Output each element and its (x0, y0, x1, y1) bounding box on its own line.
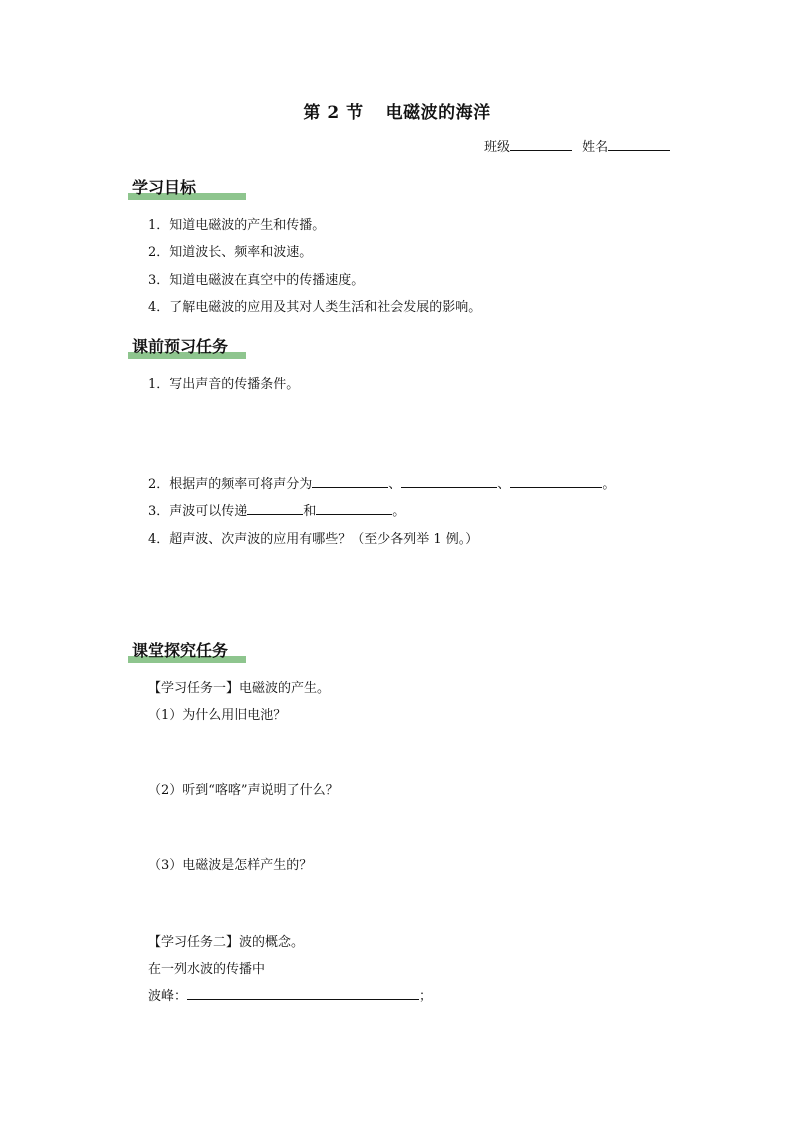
class-name-line (484, 136, 670, 155)
crest-label: 波峰： (148, 989, 188, 1004)
preview-question-4: 4．超声波、次声波的应用有哪些？（至少各列举 1 例。） (148, 532, 479, 547)
goal-item-1: 1．知道电磁波的产生和传播。 (148, 218, 326, 233)
q2-blank-3[interactable] (510, 474, 602, 488)
section-heading-goals (128, 180, 246, 200)
goal-item-2: 2．知道波长、频率和波速。 (148, 245, 313, 260)
goal-item-3: 3．知道电磁波在真空中的传播速度。 (148, 273, 365, 288)
preview-question-3 (148, 500, 405, 519)
preview-question-2 (148, 473, 615, 492)
q3-text: 3．声波可以传递 (148, 504, 248, 519)
section-heading-explore (128, 643, 246, 663)
task2-intro: 在一列水波的传播中 (148, 962, 266, 977)
heading-goals-label: 学习目标 (132, 178, 197, 197)
q2-sep-2: 、 (497, 477, 511, 492)
q3-mid: 和 (303, 504, 317, 519)
q2-end: 。 (602, 477, 616, 492)
name-blank[interactable] (608, 137, 670, 151)
q2-sep-1: 、 (388, 477, 402, 492)
q3-end: 。 (392, 504, 406, 519)
q2-blank-1[interactable] (312, 474, 388, 488)
heading-explore-label: 课堂探究任务 (132, 641, 229, 660)
crest-line (148, 985, 432, 1004)
task1-question-2: （2）听到“喀喀”声说明了什么？ (148, 783, 339, 798)
class-label: 班级 (484, 140, 511, 155)
crest-blank[interactable] (187, 986, 419, 1000)
task1-heading: 【学习任务一】电磁波的产生。 (148, 681, 331, 696)
goal-item-4: 4．了解电磁波的应用及其对人类生活和社会发展的影响。 (148, 300, 482, 315)
section-title: 电磁波的海洋 (385, 103, 491, 123)
heading-preview-label: 课前预习任务 (132, 337, 229, 356)
task1-question-1: （1）为什么用旧电池？ (148, 708, 287, 723)
q3-blank-1[interactable] (247, 501, 303, 515)
page-title (0, 98, 794, 123)
name-label: 姓名 (582, 140, 609, 155)
preview-question-1: 1．写出声音的传播条件。 (148, 377, 300, 392)
q2-blank-2[interactable] (401, 474, 497, 488)
q3-blank-2[interactable] (316, 501, 392, 515)
class-blank[interactable] (510, 137, 572, 151)
task1-question-3: （3）电磁波是怎样产生的？ (148, 858, 313, 873)
task2-heading: 【学习任务二】波的概念。 (148, 935, 305, 950)
section-number: 第 2 节 (303, 103, 364, 123)
crest-end: ； (419, 989, 433, 1004)
section-heading-preview (128, 339, 246, 359)
q2-text: 2．根据声的频率可将声分为 (148, 477, 313, 492)
